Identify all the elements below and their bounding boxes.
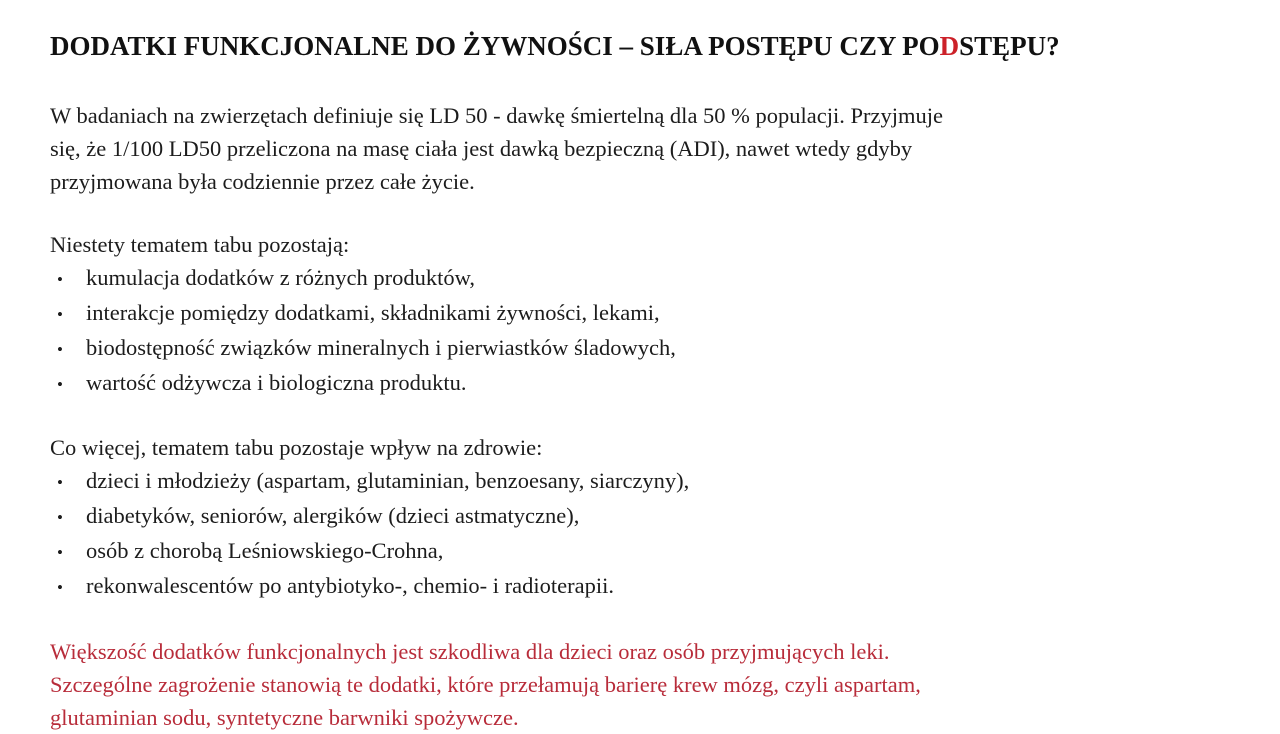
intro-paragraph-line: się, że 1/100 LD50 przeliczona na masę ciała jest dawką bezpieczną (ADI), nawet wtedy gdyby (50, 136, 913, 161)
bullet-icon: • (57, 473, 63, 492)
list-item (50, 499, 1210, 534)
bullet-icon: • (57, 305, 63, 324)
list-item-text: kumulacja dodatków z różnych produktów, (86, 265, 476, 290)
taboo-topics-list (50, 261, 1210, 401)
bullet-icon: • (57, 508, 63, 527)
bullet-icon: • (57, 340, 63, 359)
list-item-text: dzieci i młodzieży (aspartam, glutaminian, benzoesany, siarczyny), (86, 468, 690, 493)
list-item-text: rekonwalescentów po antybiotyko-, chemio- i radioterapii. (86, 573, 614, 598)
bullet-icon: • (57, 543, 63, 562)
page-title (50, 28, 1210, 64)
list-item-text: wartość odżywcza i biologiczna produktu. (86, 370, 467, 395)
title-text-prefix: DODATKI FUNKCJONALNE DO ŻYWNOŚCI – SIŁA POSTĘPU CZY PO (50, 31, 940, 61)
list-item-text: diabetyków, seniorów, alergików (dzieci astmatyczne), (86, 503, 580, 528)
title-highlight-letter: D (939, 31, 960, 61)
warning-paragraph-line: Szczególne zagrożenie stanowią te dodatki, które przełamują barierę krew mózg, czyli aspartam, (50, 672, 921, 697)
warning-paragraph (50, 635, 1210, 734)
list-item (50, 261, 1210, 296)
warning-paragraph-line: Większość dodatków funkcjonalnych jest szkodliwa dla dzieci oraz osób przyjmujących leki. (50, 639, 890, 664)
list-item (50, 534, 1210, 569)
warning-paragraph-line: glutaminian sodu, syntetyczne barwniki spożywcze. (50, 705, 519, 730)
bullet-icon: • (57, 578, 63, 597)
bullet-icon: • (57, 375, 63, 394)
list-item (50, 366, 1210, 401)
list-item (50, 331, 1210, 366)
health-impact-list (50, 464, 1210, 604)
list-item (50, 464, 1210, 499)
taboo-topics-section (50, 228, 1210, 401)
health-impact-section (50, 431, 1210, 604)
intro-paragraph-line: przyjmowana była codziennie przez całe życie. (50, 169, 475, 194)
list-item-text: osób z chorobą Leśniowskiego-Crohna, (86, 538, 444, 563)
list-item (50, 296, 1210, 331)
bullet-icon: • (57, 270, 63, 289)
list-item (50, 569, 1210, 604)
intro-paragraph-line: W badaniach na zwierzętach definiuje się LD 50 - dawkę śmiertelną dla 50 % populacji. Przyjmuje (50, 103, 944, 128)
health-impact-intro: Co więcej, tematem tabu pozostaje wpływ na zdrowie: (50, 435, 543, 460)
list-item-text: biodostępność związków mineralnych i pierwiastków śladowych, (86, 335, 676, 360)
intro-paragraph (50, 99, 1210, 198)
list-item-text: interakcje pomiędzy dodatkami, składnikami żywności, lekami, (86, 300, 660, 325)
taboo-topics-intro: Niestety tematem tabu pozostają: (50, 232, 350, 257)
title-text-suffix: STĘPU? (959, 31, 1060, 61)
